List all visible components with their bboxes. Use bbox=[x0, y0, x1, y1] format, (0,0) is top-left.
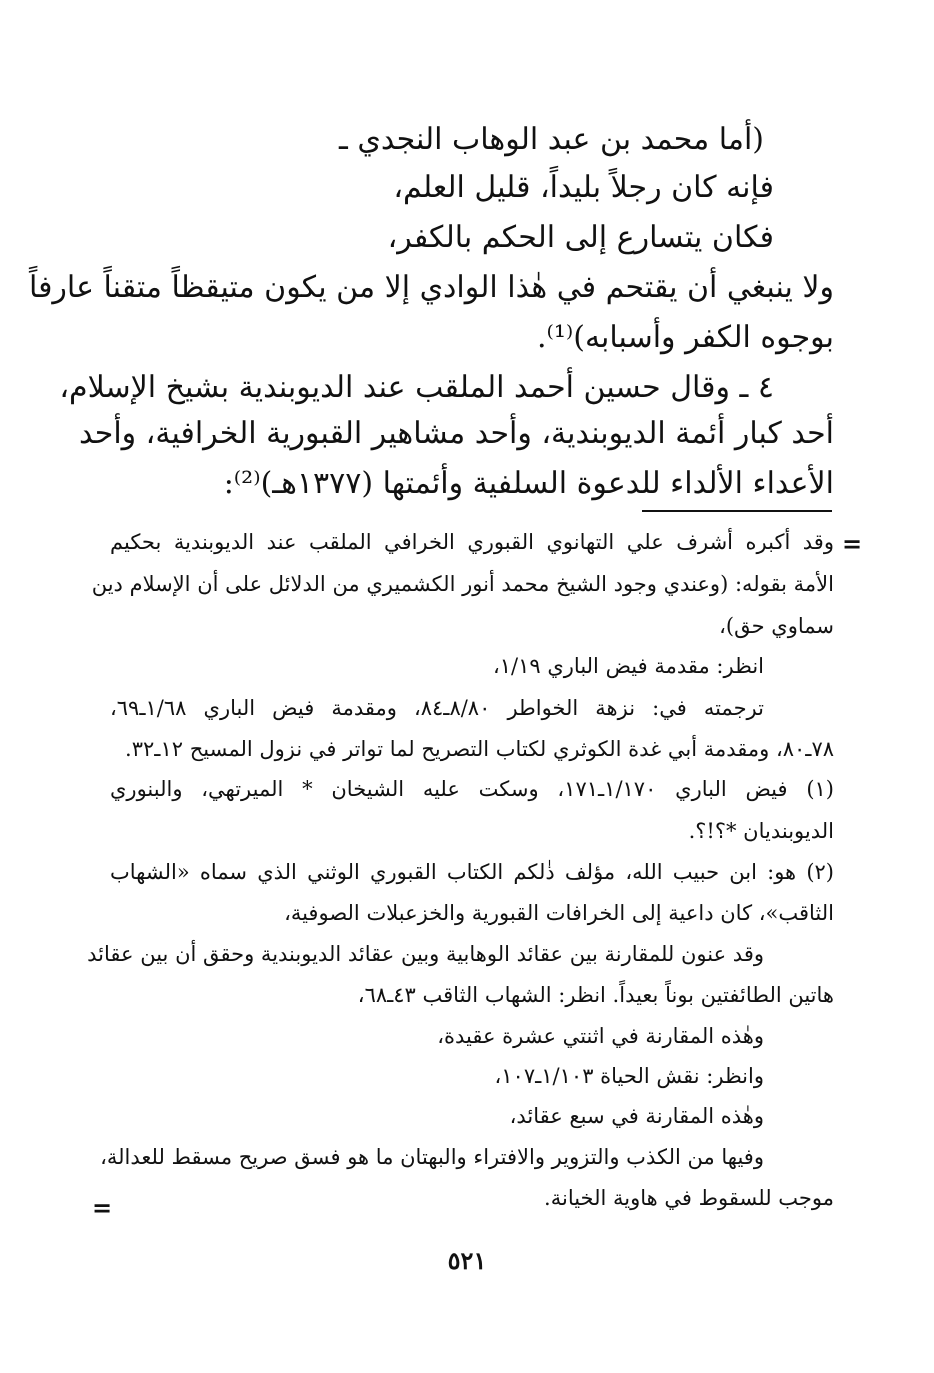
continuation-marker-top: = bbox=[842, 530, 863, 558]
main-text-line: ولا ينبغي أن يقتحم في هٰذا الوادي إلا من يكون متيقظاً متقناً عارفاً bbox=[28, 270, 834, 305]
footnote-line: انظر: مقدمة فيض الباري ١/١٩، bbox=[492, 654, 764, 678]
footnote-line: الأمة بقوله: (وعندي وجود الشيخ محمد أنور الكشميري من الدلائل على أن الإسلام دين bbox=[91, 572, 834, 596]
main-text-line: الأعداء الألداء للدعوة السلفية وأئمتها (١٣٧٧هـ)⁽²⁾: bbox=[223, 466, 834, 501]
footnote-line: ٧٨ـ٨٠، ومقدمة أبي غدة الكوثري لكتاب التصريح لما تواتر في نزول المسيح ١٢ـ٣٢. bbox=[125, 737, 834, 761]
main-text-line: بوجوه الكفر وأسبابه)⁽¹⁾. bbox=[536, 320, 834, 355]
footnote-line: وانظر: نقش الحياة ١/١٠٣ـ١٠٧، bbox=[494, 1064, 764, 1088]
footnote-line: (٢) هو: ابن حبيب الله، مؤلف ذٰلكم الكتاب القبوري الوثني الذي سماه «الشهاب bbox=[110, 860, 834, 884]
footnote-line: وقد أكبره أشرف علي التهانوي القبوري الخرافي الملقب عند الديوبندية بحكيم bbox=[110, 530, 834, 554]
main-text-line: فكان يتسارع إلى الحكم بالكفر، bbox=[387, 220, 774, 255]
footnote-line: الديوبنديان *؟!؟. bbox=[688, 819, 834, 843]
footnote-line: هاتين الطائفتين بوناً بعيداً. انظر: الشهاب الثاقب ٤٣ـ٦٨، bbox=[357, 983, 834, 1007]
footnote-line: الثاقب»، كان داعية إلى الخرافات القبورية والخزعبلات الصوفية، bbox=[284, 901, 834, 925]
footnote-line: وفيها من الكذب والتزوير والافتراء والبهتان ما هو فسق صريح مسقط للعدالة، bbox=[100, 1145, 764, 1169]
footnote-divider bbox=[642, 510, 832, 512]
continuation-marker-bottom: = bbox=[92, 1194, 113, 1222]
footnote-line: سماوي حق)، bbox=[719, 614, 834, 638]
main-text-line: (أما محمد بن عبد الوهاب النجدي ـ bbox=[339, 122, 764, 157]
footnote-line: وهٰذه المقارنة في اثنتي عشرة عقيدة، bbox=[437, 1024, 764, 1048]
page-number: ٥٢١ bbox=[447, 1246, 487, 1275]
footnote-line: وهٰذه المقارنة في سبع عقائد، bbox=[509, 1104, 764, 1128]
footnote-line: (١) فيض الباري ١/١٧٠ـ١٧١، وسكت عليه الشيخان * الميرتهي، والبنوري bbox=[110, 777, 834, 801]
footnote-line: وقد عنون للمقارنة بين عقائد الوهابية وبين عقائد الديوبندية وحقق أن بين عقائد bbox=[87, 942, 764, 966]
main-text-line: ٤ ـ وقال حسين أحمد الملقب عند الديوبندية بشيخ الإسلام، bbox=[59, 370, 774, 405]
main-text-line: أحد كبار أئمة الديوبندية، وأحد مشاهير القبورية الخرافية، وأحد bbox=[79, 416, 834, 451]
footnote-line: موجب للسقوط في هاوية الخيانة. bbox=[544, 1186, 834, 1210]
main-text-line: فإنه كان رجلاً بليداً، قليل العلم، bbox=[393, 170, 774, 205]
footnote-line: ترجمته في: نزهة الخواطر ٨/٨٠ـ٨٤، ومقدمة فيض الباري ١/٦٨ـ٦٩، bbox=[110, 696, 764, 720]
